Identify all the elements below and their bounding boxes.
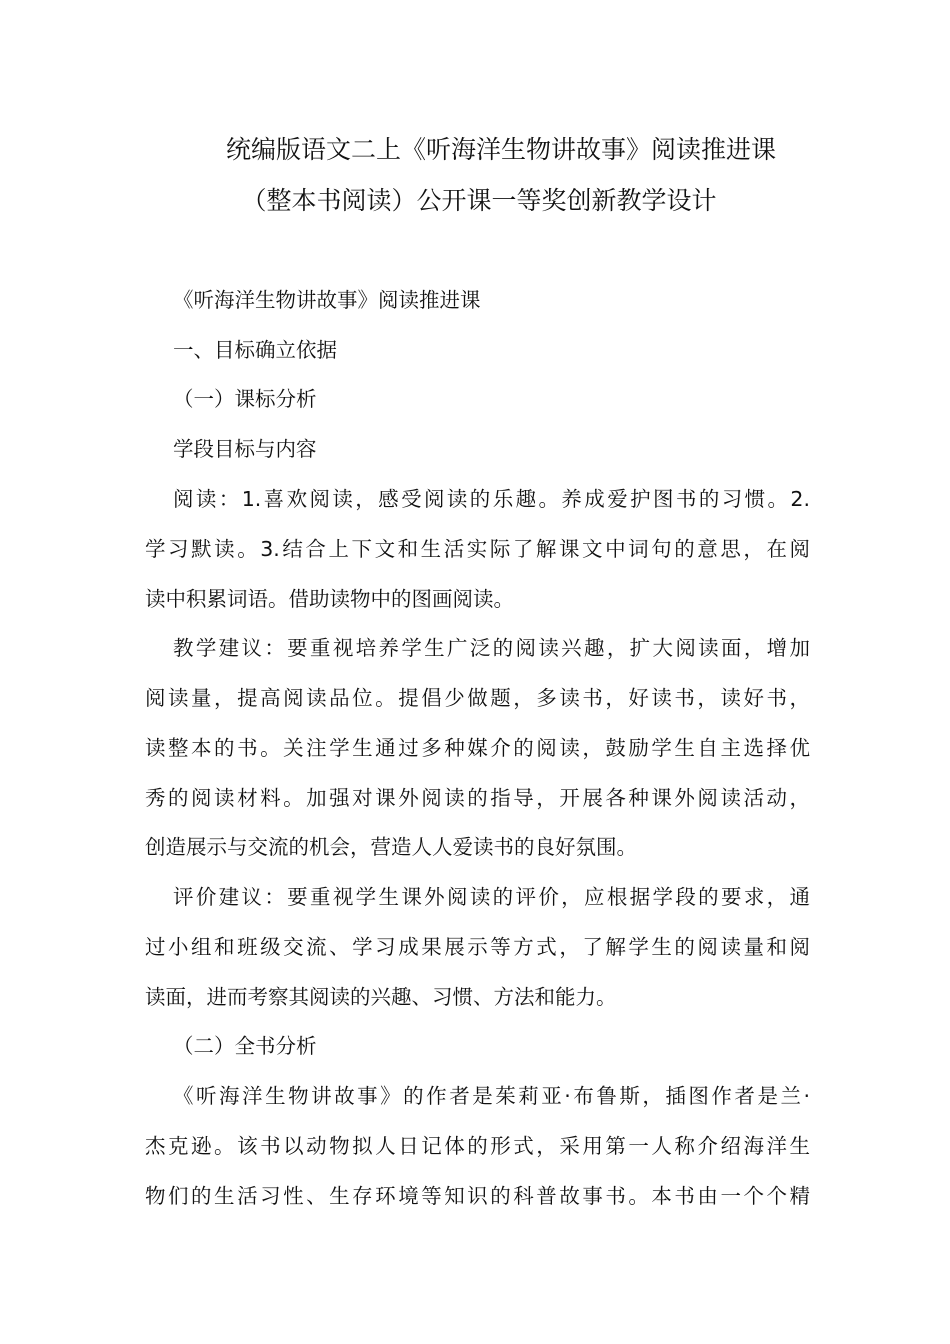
document-title-line-2: （整本书阅读）公开课一等奖创新教学设计 bbox=[241, 186, 717, 215]
paragraph-line: 评价建议：要重视学生课外阅读的评价，应根据学段的要求，通 bbox=[173, 885, 810, 909]
subsection-heading-1: （一）课标分析 bbox=[173, 387, 317, 411]
document-title-line-1: 统编版语文二上《听海洋生物讲故事》阅读推进课 bbox=[225, 135, 776, 164]
paragraph-heading: 学段目标与内容 bbox=[173, 437, 317, 461]
paragraph-line: 阅读量，提高阅读品位。提倡少做题，多读书，好读书，读好书， bbox=[145, 686, 810, 710]
paragraph-line: 《听海洋生物讲故事》的作者是茱莉亚·布鲁斯，插图作者是兰· bbox=[173, 1084, 810, 1108]
book-subtitle: 《听海洋生物讲故事》阅读推进课 bbox=[173, 288, 481, 312]
paragraph-line: 秀的阅读材料。加强对课外阅读的指导，开展各种课外阅读活动， bbox=[145, 786, 810, 810]
paragraph-line: 阅读：1.喜欢阅读，感受阅读的乐趣。养成爱护图书的习惯。2. bbox=[173, 487, 810, 511]
paragraph-line: 过小组和班级交流、学习成果展示等方式，了解学生的阅读量和阅 bbox=[145, 935, 810, 959]
paragraph-line: 创造展示与交流的机会，营造人人爱读书的良好氛围。 bbox=[145, 835, 637, 859]
section-heading-1: 一、目标确立依据 bbox=[173, 338, 337, 362]
paragraph-line: 读中积累词语。借助读物中的图画阅读。 bbox=[145, 587, 514, 611]
paragraph-line: 教学建议：要重视培养学生广泛的阅读兴趣，扩大阅读面，增加 bbox=[173, 636, 810, 660]
subsection-heading-2: （二）全书分析 bbox=[173, 1034, 317, 1058]
paragraph-line: 读面，进而考察其阅读的兴趣、习惯、方法和能力。 bbox=[145, 985, 617, 1009]
paragraph-line: 杰克逊。该书以动物拟人日记体的形式，采用第一人称介绍海洋生 bbox=[145, 1134, 810, 1158]
paragraph-line: 物们的生活习性、生存环境等知识的科普故事书。本书由一个个精 bbox=[145, 1184, 810, 1208]
paragraph-line: 读整本的书。关注学生通过多种媒介的阅读，鼓励学生自主选择优 bbox=[145, 736, 810, 760]
paragraph-line: 学习默读。3.结合上下文和生活实际了解课文中词句的意思，在阅 bbox=[145, 537, 810, 561]
